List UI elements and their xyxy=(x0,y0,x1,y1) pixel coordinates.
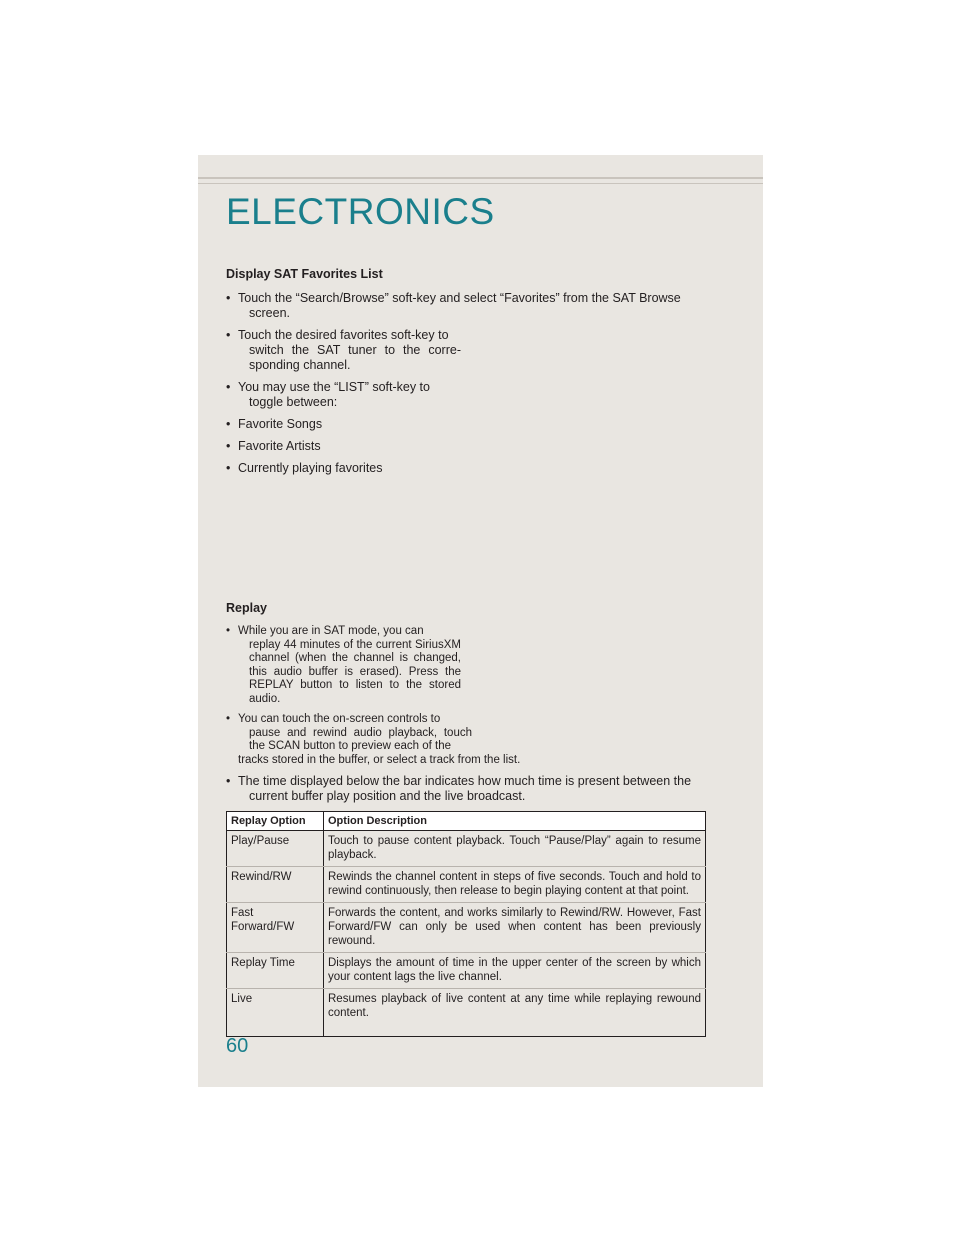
manual-page xyxy=(198,155,763,1087)
table-cell: Resumes playback of live content at any time while replaying rewound content. xyxy=(324,989,706,1037)
header-rule-thin xyxy=(198,183,763,184)
table-row xyxy=(227,867,706,903)
table-cell: Displays the amount of time in the upper center of the screen by which your content lags the live channel. xyxy=(324,953,706,989)
header-rule xyxy=(198,177,763,179)
image-placeholder xyxy=(226,483,706,601)
table-cell: Touch to pause content playback. Touch “Pause/Play” again to resume playback. xyxy=(324,831,706,867)
list-item: • Favorite Songs xyxy=(226,417,706,432)
list-item: • You can touch the on-screen controls to pause and rewind audio playback, touch the SCAN button to preview each of the tracks stored in the buffer, or select a track from the list. xyxy=(226,713,706,767)
table-cell: Forwards the content, and works similarly to Rewind/RW. However, Fast Forward/FW can only be used when content has been previously rewound. xyxy=(324,903,706,953)
table-row xyxy=(227,903,706,953)
table-cell: Rewinds the channel content in steps of five seconds. Touch and hold to rewind continuously, then release to begin playing content at that point. xyxy=(324,867,706,903)
table-cell: Rewind/RW xyxy=(227,867,324,903)
replay-options-table xyxy=(226,811,706,1037)
page-content xyxy=(226,267,706,1037)
list-item: • While you are in SAT mode, you can replay 44 minutes of the current SiriusXM channel (when the channel is changed, this audio buffer is erased). Press the REPLAY button to listen to the stored audio. xyxy=(226,625,461,706)
table-row xyxy=(227,831,706,867)
replay-heading: Replay xyxy=(226,601,267,615)
table-row xyxy=(227,953,706,989)
list-item: • You may use the “LIST” soft-key to toggle between: xyxy=(226,380,461,410)
table-cell: Fast Forward/FW xyxy=(227,903,324,953)
column-header: Replay Option xyxy=(227,812,324,831)
page-number: 60 xyxy=(226,1035,249,1057)
table-cell: Live xyxy=(227,989,324,1037)
table-header-row xyxy=(227,812,706,831)
table-cell: Play/Pause xyxy=(227,831,324,867)
list-item: • Currently playing favorites xyxy=(226,461,706,476)
list-item: • The time displayed below the bar indicates how much time is present between the current buffer play position and the live broadcast. xyxy=(226,774,706,804)
section-title: ELECTRONICS xyxy=(226,191,495,232)
table-cell: Replay Time xyxy=(227,953,324,989)
favorites-heading: Display SAT Favorites List xyxy=(226,267,383,281)
table-row xyxy=(227,989,706,1037)
list-item: • Touch the “Search/Browse” soft-key and select “Favorites” from the SAT Browse screen. xyxy=(226,291,706,321)
column-header: Option Description xyxy=(324,812,706,831)
list-item: • Touch the desired favorites soft-key to switch the SAT tuner to the corre-sponding channel. xyxy=(226,328,461,373)
list-item: • Favorite Artists xyxy=(226,439,706,454)
